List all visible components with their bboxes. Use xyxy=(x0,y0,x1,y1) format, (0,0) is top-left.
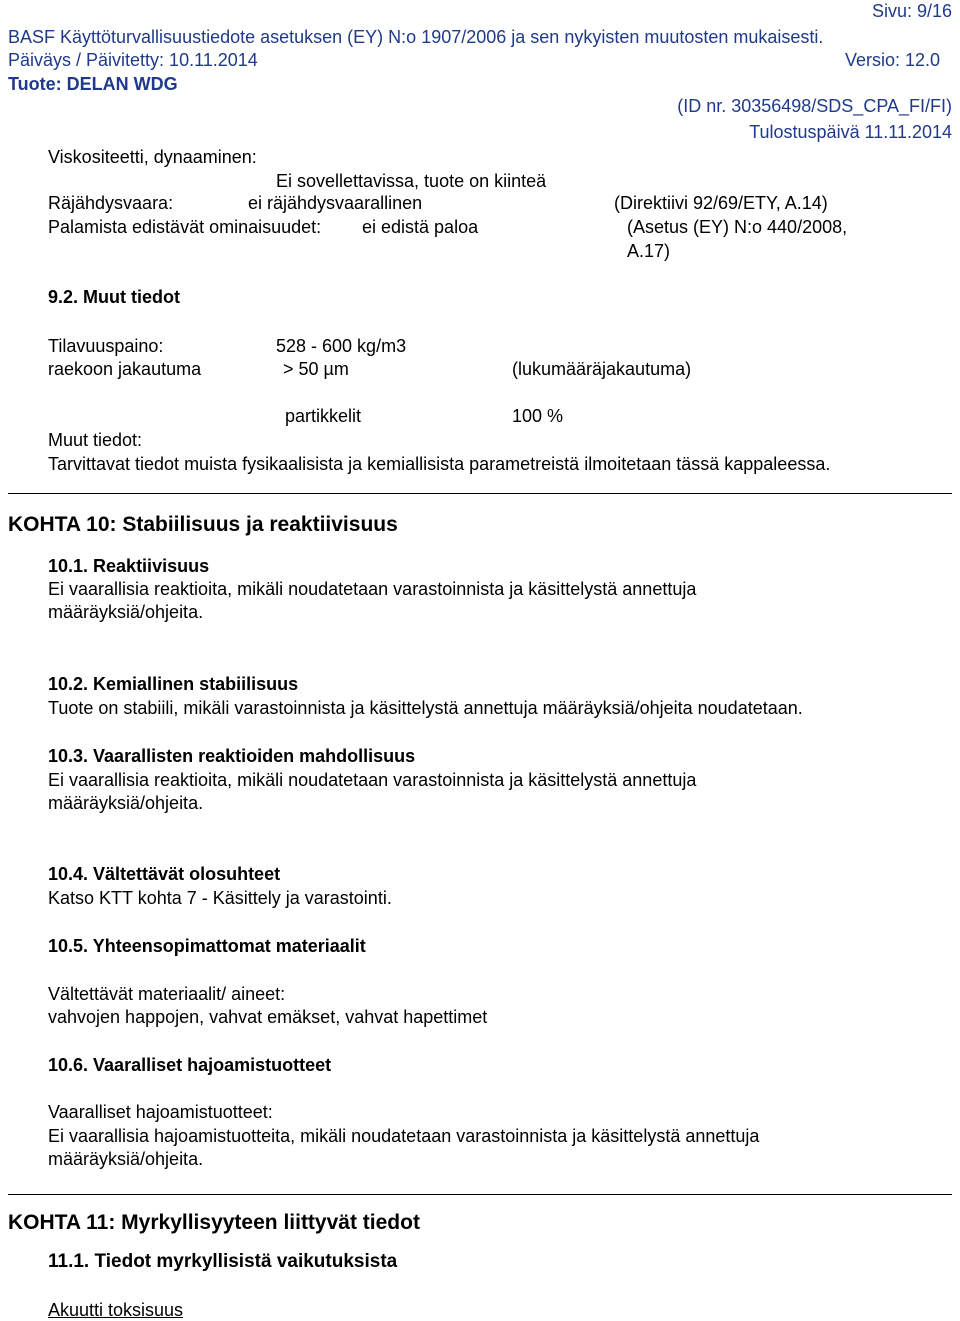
chemical-stability-text: Tuote on stabiili, mikäli varastoinnista ja käsittelystä annettuja määräyksiä/ohjeita noudatetaan. xyxy=(48,698,803,718)
reactivity-title: 10.1. Reaktiivisuus xyxy=(48,556,210,576)
particle-size-value: > 50 µm xyxy=(283,359,349,379)
reactivity-text-1: Ei vaarallisia reaktioita, mikäli noudatetaan varastoinnista ja käsittelystä annettuja xyxy=(48,579,697,599)
incompatible-materials-text: vahvojen happojen, vahvat emäkset, vahvat hapettimet xyxy=(48,1007,488,1027)
incompatible-materials-title: 10.5. Yhteensopimattomat materiaalit xyxy=(48,936,366,956)
section-divider xyxy=(8,493,952,494)
regulation-line: BASF Käyttöturvallisuustiedote asetuksen (EY) N:o 1907/2006 ja sen nykyisten muutosten mukaisesti. xyxy=(8,27,824,47)
particle-size-note: (lukumääräjakautuma) xyxy=(512,359,692,379)
section-11-heading: KOHTA 11: Myrkyllisyyteen liittyvät tiedot xyxy=(8,1211,420,1234)
section-10-heading: KOHTA 10: Stabiilisuus ja reaktiivisuus xyxy=(8,513,398,536)
hazardous-reactions-text-1: Ei vaarallisia reaktioita, mikäli noudatetaan varastoinnista ja käsittelystä annettuja xyxy=(48,770,697,790)
version: Versio: 12.0 xyxy=(845,50,941,70)
conditions-to-avoid-text: Katso KTT kohta 7 - Käsittely ja varastointi. xyxy=(48,888,392,908)
hazardous-reactions-title: 10.3. Vaarallisten reaktioiden mahdollisuus xyxy=(48,746,416,766)
toxicological-effects-title: 11.1. Tiedot myrkyllisistä vaikutuksista xyxy=(48,1251,398,1272)
explosion-value: ei räjähdysvaarallinen xyxy=(248,193,423,213)
explosion-reference: (Direktiivi 92/69/ETY, A.14) xyxy=(614,193,828,213)
viscosity-label: Viskositeetti, dynaaminen: xyxy=(48,147,257,167)
other-info-text: Tarvittavat tiedot muista fysikaalisista ja kemiallisista parametreistä ilmoitetaan tässä kappaleessa. xyxy=(48,454,831,474)
density-value: 528 - 600 kg/m3 xyxy=(276,336,407,356)
product-name: Tuote: DELAN WDG xyxy=(8,74,178,94)
oxidizing-value: ei edistä paloa xyxy=(362,217,479,237)
decomposition-products-text-1: Ei vaarallisia hajoamistuotteita, mikäli noudatetaan varastoinnista ja käsittelystä annettuja xyxy=(48,1126,760,1146)
oxidizing-reference: (Asetus (EY) N:o 440/2008, xyxy=(627,217,848,237)
density-label: Tilavuuspaino: xyxy=(48,336,164,356)
particles-value: 100 % xyxy=(512,406,564,426)
viscosity-value: Ei sovellettavissa, tuote on kiinteä xyxy=(276,171,547,191)
acute-toxicity-heading: Akuutti toksisuus xyxy=(48,1300,184,1320)
reactivity-text-2: määräyksiä/ohjeita. xyxy=(48,602,204,622)
particles-label: partikkelit xyxy=(285,406,362,426)
print-date: Tulostuspäivä 11.11.2014 xyxy=(749,122,952,142)
hazardous-reactions-text-2: määräyksiä/ohjeita. xyxy=(48,793,204,813)
page-number: Sivu: 9/16 xyxy=(871,1,952,21)
document-id: (ID nr. 30356498/SDS_CPA_FI/FI) xyxy=(677,96,952,116)
chemical-stability-title: 10.2. Kemiallinen stabiilisuus xyxy=(48,674,299,694)
section-9-2-title: 9.2. Muut tiedot xyxy=(48,287,180,307)
conditions-to-avoid-title: 10.4. Vältettävät olosuhteet xyxy=(48,864,281,884)
oxidizing-reference-cont: A.17) xyxy=(627,241,671,261)
section-divider xyxy=(8,1194,952,1195)
other-info-label: Muut tiedot: xyxy=(48,430,143,450)
incompatible-materials-label: Vältettävät materiaalit/ aineet: xyxy=(48,984,286,1004)
particle-size-label: raekoon jakautuma xyxy=(48,359,202,379)
decomposition-products-title: 10.6. Vaaralliset hajoamistuotteet xyxy=(48,1055,332,1075)
oxidizing-label: Palamista edistävät ominaisuudet: xyxy=(48,217,322,237)
explosion-label: Räjähdysvaara: xyxy=(48,193,174,213)
decomposition-products-label: Vaaralliset hajoamistuotteet: xyxy=(48,1102,273,1122)
decomposition-products-text-2: määräyksiä/ohjeita. xyxy=(48,1149,204,1169)
revision-date: Päiväys / Päivitetty: 10.11.2014 xyxy=(8,50,258,70)
